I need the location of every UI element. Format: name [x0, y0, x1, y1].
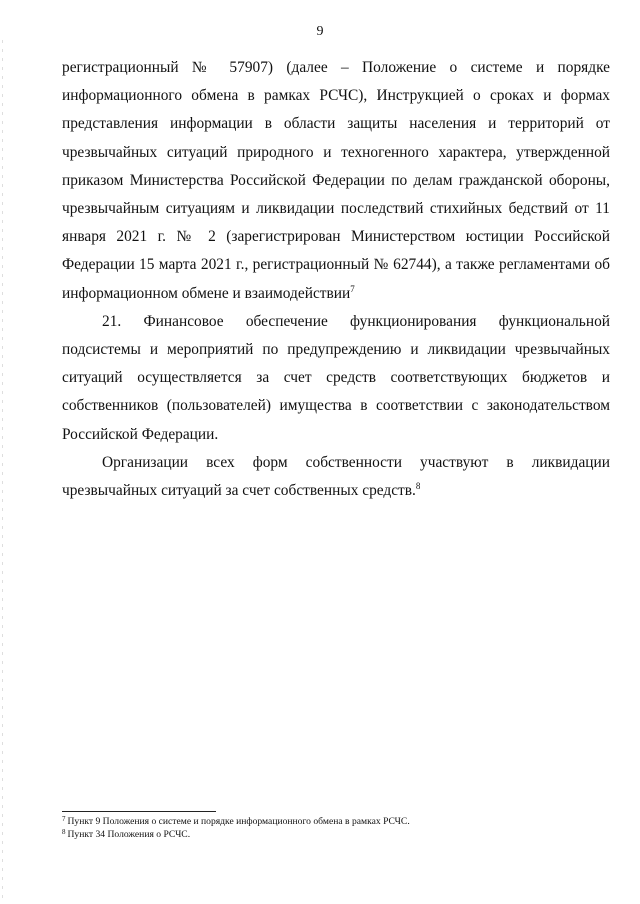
footnote-mark: 8 [62, 827, 66, 836]
footnote-reference: 8 [415, 481, 421, 492]
footnote [62, 816, 582, 829]
paragraph-text: 21. Финансовое обеспечение функционирования функциональной подсистемы и мероприятий по предупреждению и ликвидации чрезвычайных ситуаций осуществляется за счет средств соответствующих бюджетов и собственников (пользователей) имущества в соответствии с законодательством Российской Федерации. [62, 312, 610, 443]
paragraph-item-21 [62, 308, 610, 449]
scan-edge-mark [2, 40, 3, 900]
footnote [62, 829, 582, 842]
paragraph-text: Организации всех форм собственности участвуют в ликвидации чрезвычайных ситуаций за счет собственных средств. [62, 453, 610, 500]
paragraph-text: регистрационный № 57907) (далее – Положение о системе и порядке информационного обмена в рамках РСЧС), Инструкцией о сроках и формах представления информации в области защиты населения и территорий от чрезвычайных ситуаций природного и техногенного характера, утвержденной приказом Министерства Российской Федерации по делам гражданской обороны, чрезвычайным ситуациям и ликвидации последствий стихийных бедствий от 11 января 2021 г. № 2 (зарегистрирован Министерством юстиции Российской Федерации 15 марта 2021 г., регистрационный № 62744), а также регламентами об информационном обмене и взаимодействии [62, 59, 610, 302]
footnote-mark: 7 [62, 815, 66, 823]
footnote-reference: 7 [350, 283, 355, 294]
footnote-separator [62, 811, 216, 812]
document-body [62, 54, 610, 505]
footnote-text: Пункт 9 Положения о системе и порядке информационного обмена в рамках РСЧС. [67, 816, 410, 827]
footnote-text: Пункт 34 Положения о РСЧС. [67, 828, 191, 840]
paragraph-continuation [62, 54, 610, 308]
paragraph-organizations [62, 449, 610, 505]
page-number: 9 [316, 24, 324, 39]
footnotes [62, 816, 582, 841]
